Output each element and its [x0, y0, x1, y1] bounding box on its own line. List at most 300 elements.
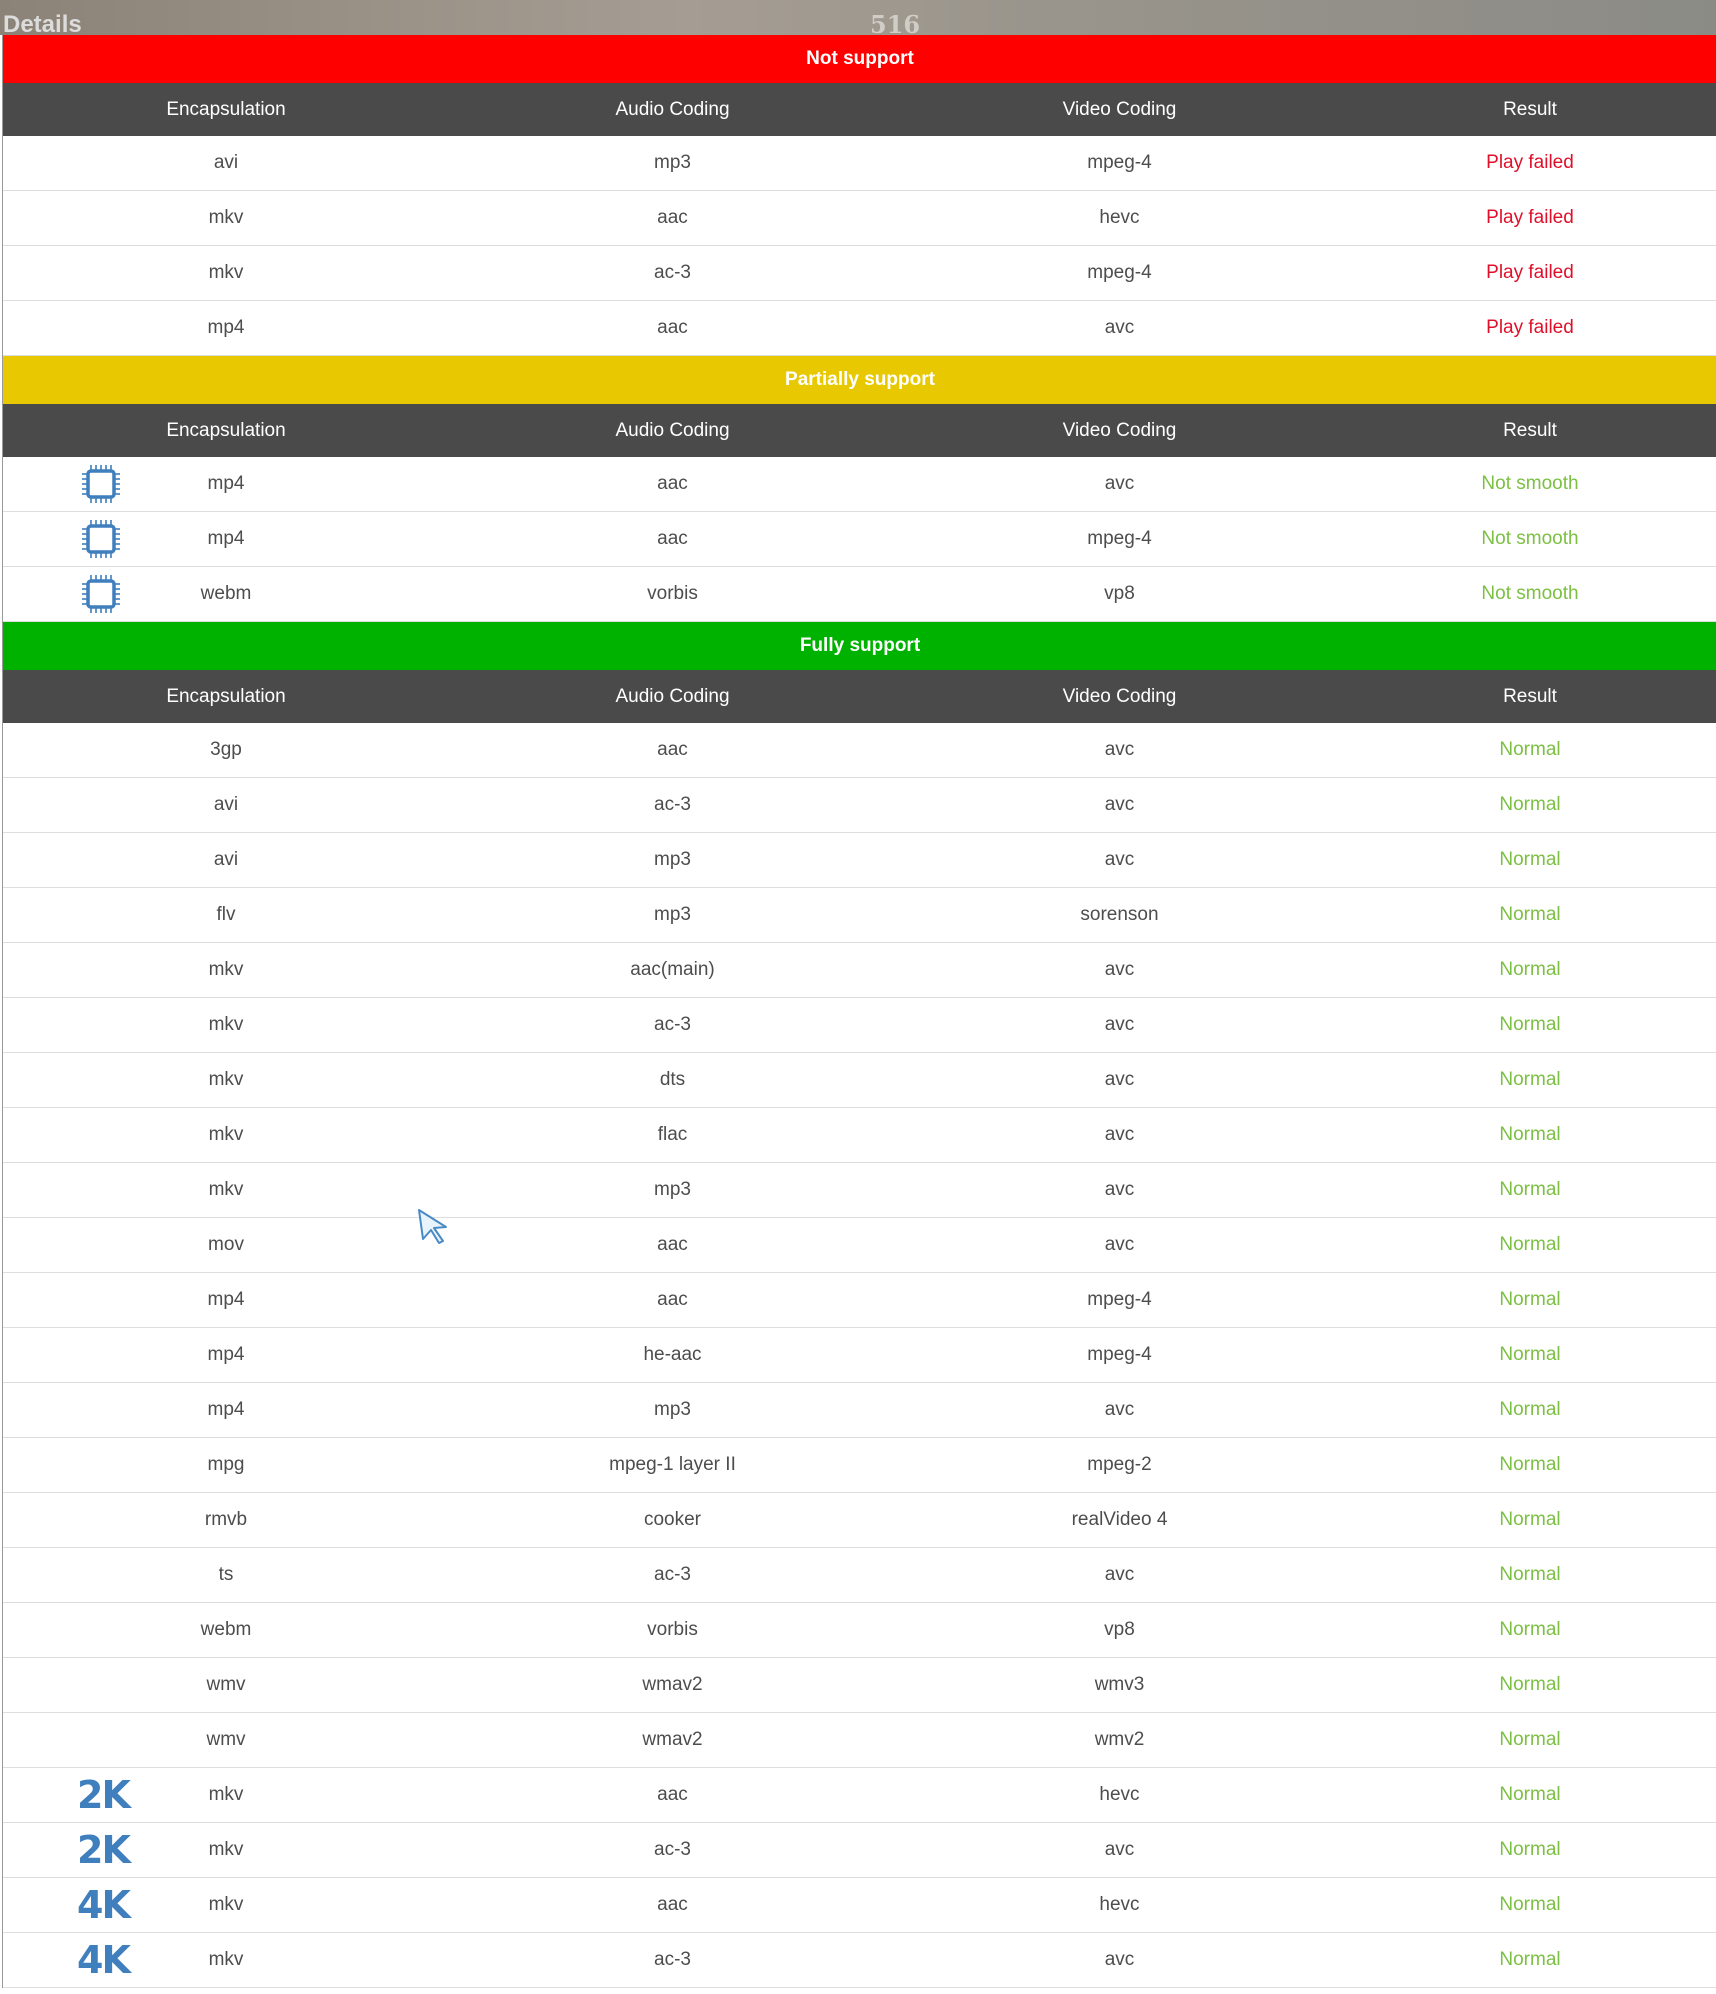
video-coding-cell — [896, 723, 1343, 777]
encapsulation-cell — [3, 1273, 449, 1327]
table-row[interactable] — [3, 943, 1716, 998]
video-coding-cell-text: mpeg-2 — [1087, 1454, 1152, 1475]
resolution-badge: 2K — [77, 1773, 129, 1817]
encapsulation-header: Encapsulation — [166, 419, 286, 441]
result-header: Result — [1503, 98, 1557, 120]
table-row[interactable] — [3, 778, 1716, 833]
video-coding-header: Video Coding — [1062, 98, 1177, 120]
result-cell — [1343, 1548, 1716, 1602]
table-row[interactable] — [3, 1878, 1716, 1933]
audio-coding-cell — [449, 1218, 896, 1272]
chip-icon — [79, 572, 123, 616]
table-row[interactable] — [3, 512, 1716, 567]
result-cell-text: Normal — [1499, 1454, 1561, 1475]
audio-coding-cell-text: dts — [659, 1069, 686, 1090]
fully-support-band: Fully support — [3, 622, 1716, 670]
table-row[interactable] — [3, 1053, 1716, 1108]
result-cell — [1343, 1273, 1716, 1327]
video-coding-cell-text: hevc — [1099, 207, 1140, 228]
encapsulation-cell — [3, 512, 449, 566]
result-cell — [1343, 136, 1716, 190]
audio-coding-cell — [449, 1823, 896, 1877]
chip-icon — [79, 517, 123, 561]
table-row[interactable] — [3, 1273, 1716, 1328]
encapsulation-cell — [3, 943, 449, 997]
audio-coding-cell-text: ac-3 — [654, 1564, 691, 1585]
encapsulation-cell — [3, 833, 449, 887]
audio-coding-cell — [449, 567, 896, 621]
video-coding-cell — [896, 1493, 1343, 1547]
encapsulation-cell-text: mkv — [208, 1839, 244, 1860]
table-row[interactable] — [3, 1713, 1716, 1768]
table-row[interactable] — [3, 1438, 1716, 1493]
result-cell-text: Normal — [1499, 1344, 1561, 1365]
encapsulation-cell — [3, 723, 449, 777]
result-cell-text: Normal — [1499, 1784, 1561, 1805]
video-coding-cell — [896, 1218, 1343, 1272]
encapsulation-cell — [3, 1163, 449, 1217]
video-coding-cell — [896, 567, 1343, 621]
video-coding-cell-text: wmv3 — [1094, 1674, 1145, 1695]
video-coding-cell — [896, 1823, 1343, 1877]
video-coding-cell-text: mpeg-4 — [1087, 528, 1152, 549]
encapsulation-cell-text: mkv — [208, 1784, 244, 1805]
video-coding-cell — [896, 998, 1343, 1052]
result-cell — [1343, 301, 1716, 355]
video-coding-cell-text: avc — [1104, 473, 1135, 494]
table-row[interactable] — [3, 1163, 1716, 1218]
result-cell — [1343, 1328, 1716, 1382]
result-cell — [1343, 1383, 1716, 1437]
result-cell — [1343, 1218, 1716, 1272]
support-table[interactable] — [2, 35, 1716, 1988]
audio-coding-cell — [449, 301, 896, 355]
result-cell — [1343, 1438, 1716, 1492]
audio-coding-cell — [449, 833, 896, 887]
audio-coding-cell — [449, 943, 896, 997]
audio-coding-cell — [449, 1548, 896, 1602]
audio-coding-cell-text: ac-3 — [654, 1839, 691, 1860]
result-cell-text: Play failed — [1486, 317, 1574, 338]
item-count: 516 — [870, 10, 921, 35]
encapsulation-cell-text: mkv — [208, 1069, 244, 1090]
result-cell — [1343, 246, 1716, 300]
encapsulation-cell-text: mp4 — [207, 317, 245, 338]
result-cell — [1343, 1768, 1716, 1822]
video-coding-cell-text: avc — [1104, 1399, 1135, 1420]
encapsulation-cell — [3, 1878, 449, 1932]
audio-coding-cell-text: aac — [657, 207, 688, 228]
result-cell — [1343, 888, 1716, 942]
audio-coding-cell — [449, 1933, 896, 1987]
audio-coding-cell — [449, 1493, 896, 1547]
encapsulation-cell — [3, 888, 449, 942]
encapsulation-cell-text: rmvb — [204, 1509, 248, 1530]
table-row[interactable] — [3, 1383, 1716, 1438]
video-coding-cell-text: avc — [1104, 1564, 1135, 1585]
audio-coding-cell-text: mp3 — [654, 904, 691, 925]
table-row[interactable] — [3, 833, 1716, 888]
audio-coding-cell-text: aac — [657, 473, 688, 494]
encapsulation-cell — [3, 301, 449, 355]
audio-coding-cell — [449, 246, 896, 300]
table-header-row — [3, 670, 1716, 723]
audio-coding-cell — [449, 1163, 896, 1217]
encapsulation-cell — [3, 1768, 449, 1822]
video-coding-cell — [896, 457, 1343, 511]
encapsulation-cell — [3, 1053, 449, 1107]
mouse-cursor-icon — [416, 1207, 450, 1245]
video-coding-cell-text: vp8 — [1104, 583, 1135, 604]
audio-coding-cell — [449, 1108, 896, 1162]
audio-coding-cell-text: mp3 — [654, 849, 691, 870]
encapsulation-cell-text: wmv — [206, 1729, 246, 1750]
result-cell-text: Not smooth — [1481, 528, 1579, 549]
encapsulation-cell — [3, 1218, 449, 1272]
table-header-row — [3, 83, 1716, 136]
encapsulation-header: Encapsulation — [166, 685, 286, 707]
audio-coding-cell — [449, 191, 896, 245]
encapsulation-cell — [3, 998, 449, 1052]
result-cell-text: Normal — [1499, 1234, 1561, 1255]
result-cell-text: Normal — [1499, 1124, 1561, 1145]
encapsulation-cell-text: wmv — [206, 1674, 246, 1695]
audio-coding-cell — [449, 1603, 896, 1657]
audio-coding-cell-text: ac-3 — [654, 794, 691, 815]
video-coding-cell-text: avc — [1104, 1124, 1135, 1145]
video-coding-cell-text: realVideo 4 — [1071, 1509, 1168, 1530]
video-coding-cell — [896, 778, 1343, 832]
result-cell — [1343, 1933, 1716, 1987]
audio-coding-cell — [449, 1383, 896, 1437]
encapsulation-cell-text: mkv — [208, 262, 244, 283]
result-cell — [1343, 1493, 1716, 1547]
audio-coding-cell — [449, 888, 896, 942]
encapsulation-cell-text: mp4 — [207, 1344, 245, 1365]
audio-coding-cell-text: aac — [657, 1894, 688, 1915]
audio-coding-cell — [449, 1273, 896, 1327]
video-coding-header: Video Coding — [1062, 685, 1177, 707]
video-coding-cell-text: avc — [1104, 317, 1135, 338]
video-coding-cell — [896, 1438, 1343, 1492]
encapsulation-cell — [3, 1823, 449, 1877]
video-coding-cell-text: mpeg-4 — [1087, 152, 1152, 173]
encapsulation-cell-text: avi — [213, 849, 239, 870]
encapsulation-cell-text: ts — [218, 1564, 234, 1585]
encapsulation-header: Encapsulation — [166, 98, 286, 120]
encapsulation-cell — [3, 191, 449, 245]
encapsulation-cell-text: mkv — [208, 1124, 244, 1145]
result-cell-text: Normal — [1499, 1069, 1561, 1090]
result-header: Result — [1503, 685, 1557, 707]
video-coding-cell — [896, 1658, 1343, 1712]
result-cell — [1343, 778, 1716, 832]
table-row[interactable] — [3, 723, 1716, 778]
encapsulation-cell — [3, 567, 449, 621]
result-cell-text: Not smooth — [1481, 473, 1579, 494]
resolution-badge: 2K — [77, 1828, 129, 1872]
encapsulation-cell — [3, 1658, 449, 1712]
encapsulation-cell-text: webm — [200, 583, 252, 604]
resolution-badge: 4K — [77, 1938, 129, 1982]
encapsulation-cell — [3, 1328, 449, 1382]
video-coding-cell — [896, 246, 1343, 300]
video-coding-cell-text: avc — [1104, 1949, 1135, 1970]
table-row[interactable] — [3, 888, 1716, 943]
result-cell-text: Play failed — [1486, 207, 1574, 228]
video-coding-cell — [896, 191, 1343, 245]
audio-coding-cell-text: cooker — [643, 1509, 702, 1530]
result-cell — [1343, 457, 1716, 511]
result-cell — [1343, 833, 1716, 887]
result-cell-text: Normal — [1499, 1729, 1561, 1750]
encapsulation-cell — [3, 778, 449, 832]
video-coding-cell-text: avc — [1104, 1234, 1135, 1255]
table-row[interactable] — [3, 457, 1716, 512]
encapsulation-cell-text: mpg — [207, 1454, 245, 1475]
video-coding-cell — [896, 1383, 1343, 1437]
result-cell-text: Play failed — [1486, 262, 1574, 283]
video-coding-cell — [896, 136, 1343, 190]
table-row[interactable] — [3, 1493, 1716, 1548]
result-cell — [1343, 1878, 1716, 1932]
audio-coding-cell — [449, 1768, 896, 1822]
not-support-band: Not support — [3, 35, 1716, 83]
video-coding-cell — [896, 1328, 1343, 1382]
result-cell-text: Normal — [1499, 1839, 1561, 1860]
result-cell-text: Normal — [1499, 1619, 1561, 1640]
audio-coding-cell-text: ac-3 — [654, 1014, 691, 1035]
audio-coding-cell — [449, 998, 896, 1052]
result-cell-text: Normal — [1499, 1179, 1561, 1200]
audio-coding-cell-text: aac — [657, 528, 688, 549]
encapsulation-cell-text: mov — [208, 1234, 244, 1255]
encapsulation-cell-text: mkv — [208, 1014, 244, 1035]
video-coding-cell — [896, 1713, 1343, 1767]
video-coding-cell-text: avc — [1104, 1014, 1135, 1035]
audio-coding-cell — [449, 1328, 896, 1382]
table-row[interactable] — [3, 1548, 1716, 1603]
audio-coding-cell — [449, 457, 896, 511]
chip-icon — [79, 462, 123, 506]
result-cell — [1343, 1713, 1716, 1767]
encapsulation-cell — [3, 136, 449, 190]
result-cell-text: Normal — [1499, 794, 1561, 815]
result-cell — [1343, 512, 1716, 566]
result-cell — [1343, 723, 1716, 777]
video-coding-cell-text: vp8 — [1104, 1619, 1135, 1640]
video-coding-cell-text: mpeg-4 — [1087, 1344, 1152, 1365]
video-coding-cell-text: wmv2 — [1094, 1729, 1145, 1750]
encapsulation-cell — [3, 457, 449, 511]
encapsulation-cell-text: mkv — [208, 207, 244, 228]
resolution-badge: 4K — [77, 1883, 129, 1927]
audio-coding-cell-text: aac — [657, 1234, 688, 1255]
table-row[interactable] — [3, 1823, 1716, 1878]
video-coding-cell — [896, 943, 1343, 997]
table-row[interactable] — [3, 998, 1716, 1053]
video-coding-cell — [896, 301, 1343, 355]
encapsulation-cell-text: avi — [213, 794, 239, 815]
audio-coding-cell — [449, 1438, 896, 1492]
video-coding-cell-text: avc — [1104, 959, 1135, 980]
audio-coding-cell-text: aac — [657, 739, 688, 760]
encapsulation-cell — [3, 1438, 449, 1492]
audio-coding-cell — [449, 723, 896, 777]
page-title: Details — [3, 11, 82, 35]
video-coding-cell — [896, 888, 1343, 942]
table-row[interactable] — [3, 567, 1716, 622]
video-coding-cell-text: avc — [1104, 1069, 1135, 1090]
audio-coding-header: Audio Coding — [615, 685, 730, 707]
table-row[interactable] — [3, 191, 1716, 246]
result-cell — [1343, 1823, 1716, 1877]
audio-coding-cell — [449, 1658, 896, 1712]
audio-coding-cell-text: ac-3 — [654, 262, 691, 283]
result-cell-text: Normal — [1499, 959, 1561, 980]
result-cell — [1343, 1163, 1716, 1217]
result-cell-text: Play failed — [1486, 152, 1574, 173]
result-cell-text: Normal — [1499, 1564, 1561, 1585]
video-coding-cell — [896, 1108, 1343, 1162]
audio-coding-header: Audio Coding — [615, 98, 730, 120]
table-row[interactable] — [3, 301, 1716, 356]
encapsulation-cell — [3, 1603, 449, 1657]
encapsulation-cell-text: mkv — [208, 1949, 244, 1970]
result-cell-text: Normal — [1499, 904, 1561, 925]
video-coding-cell — [896, 1933, 1343, 1987]
video-coding-cell — [896, 833, 1343, 887]
result-cell-text: Not smooth — [1481, 583, 1579, 604]
video-coding-cell — [896, 1878, 1343, 1932]
result-cell — [1343, 567, 1716, 621]
audio-coding-cell-text: mp3 — [654, 152, 691, 173]
partially-support-band: Partially support — [3, 356, 1716, 404]
video-coding-cell-text: avc — [1104, 739, 1135, 760]
title-bar — [0, 0, 1716, 35]
video-coding-cell — [896, 1548, 1343, 1602]
video-coding-cell-text: sorenson — [1080, 904, 1159, 925]
encapsulation-cell-text: mp4 — [207, 1399, 245, 1420]
video-coding-cell — [896, 1768, 1343, 1822]
table-row[interactable] — [3, 1328, 1716, 1383]
encapsulation-cell-text: mp4 — [207, 528, 245, 549]
video-coding-cell-text: avc — [1104, 849, 1135, 870]
encapsulation-cell — [3, 246, 449, 300]
encapsulation-cell-text: mkv — [208, 1894, 244, 1915]
audio-coding-cell-text: ac-3 — [654, 1949, 691, 1970]
result-cell — [1343, 943, 1716, 997]
encapsulation-cell-text: mkv — [208, 959, 244, 980]
audio-coding-cell-text: aac — [657, 317, 688, 338]
audio-coding-cell-text: he-aac — [643, 1344, 702, 1365]
encapsulation-cell-text: webm — [200, 1619, 252, 1640]
video-coding-cell — [896, 1603, 1343, 1657]
video-coding-cell — [896, 512, 1343, 566]
result-cell-text: Normal — [1499, 1949, 1561, 1970]
result-cell — [1343, 998, 1716, 1052]
audio-coding-cell-text: mp3 — [654, 1399, 691, 1420]
audio-coding-cell-text: vorbis — [647, 583, 698, 604]
video-coding-cell-text: mpeg-4 — [1087, 1289, 1152, 1310]
video-coding-cell-text: avc — [1104, 1179, 1135, 1200]
result-cell-text: Normal — [1499, 1289, 1561, 1310]
encapsulation-cell — [3, 1493, 449, 1547]
table-row[interactable] — [3, 136, 1716, 191]
encapsulation-cell-text: mkv — [208, 1179, 244, 1200]
table-row[interactable] — [3, 1108, 1716, 1163]
encapsulation-cell-text: 3gp — [210, 739, 242, 760]
audio-coding-cell-text: wmav2 — [642, 1729, 703, 1750]
audio-coding-cell-text: mpeg-1 layer II — [609, 1454, 736, 1475]
result-cell-text: Normal — [1499, 1014, 1561, 1035]
audio-coding-cell — [449, 778, 896, 832]
audio-coding-cell-text: aac(main) — [630, 959, 715, 980]
result-cell-text: Normal — [1499, 1674, 1561, 1695]
result-cell-text: Normal — [1499, 849, 1561, 870]
result-cell — [1343, 1603, 1716, 1657]
table-row[interactable] — [3, 1218, 1716, 1273]
encapsulation-cell — [3, 1713, 449, 1767]
table-row[interactable] — [3, 246, 1716, 301]
audio-coding-header: Audio Coding — [615, 419, 730, 441]
audio-coding-cell — [449, 1713, 896, 1767]
result-cell — [1343, 1108, 1716, 1162]
audio-coding-cell-text: wmav2 — [642, 1674, 703, 1695]
audio-coding-cell — [449, 1053, 896, 1107]
result-cell-text: Normal — [1499, 739, 1561, 760]
video-coding-header: Video Coding — [1062, 419, 1177, 441]
video-coding-cell-text: mpeg-4 — [1087, 262, 1152, 283]
result-cell-text: Normal — [1499, 1399, 1561, 1420]
audio-coding-cell-text: flac — [657, 1124, 688, 1145]
encapsulation-cell-text: flv — [216, 904, 236, 925]
video-coding-cell — [896, 1163, 1343, 1217]
table-row[interactable] — [3, 1603, 1716, 1658]
table-header-row — [3, 404, 1716, 457]
result-header: Result — [1503, 419, 1557, 441]
encapsulation-cell — [3, 1933, 449, 1987]
result-cell-text: Normal — [1499, 1894, 1561, 1915]
encapsulation-cell — [3, 1383, 449, 1437]
audio-coding-cell — [449, 512, 896, 566]
result-cell — [1343, 191, 1716, 245]
encapsulation-cell-text: mp4 — [207, 1289, 245, 1310]
encapsulation-cell-text: mp4 — [207, 473, 245, 494]
encapsulation-cell-text: avi — [213, 152, 239, 173]
encapsulation-cell — [3, 1108, 449, 1162]
audio-coding-cell-text: aac — [657, 1784, 688, 1805]
audio-coding-cell — [449, 136, 896, 190]
video-coding-cell-text: avc — [1104, 794, 1135, 815]
audio-coding-cell-text: mp3 — [654, 1179, 691, 1200]
encapsulation-cell — [3, 1548, 449, 1602]
audio-coding-cell-text: aac — [657, 1289, 688, 1310]
video-coding-cell-text: hevc — [1099, 1784, 1140, 1805]
video-coding-cell — [896, 1053, 1343, 1107]
video-coding-cell — [896, 1273, 1343, 1327]
table-row[interactable] — [3, 1768, 1716, 1823]
table-row[interactable] — [3, 1933, 1716, 1988]
audio-coding-cell-text: vorbis — [647, 1619, 698, 1640]
audio-coding-cell — [449, 1878, 896, 1932]
result-cell — [1343, 1053, 1716, 1107]
table-row[interactable] — [3, 1658, 1716, 1713]
result-cell — [1343, 1658, 1716, 1712]
video-coding-cell-text: hevc — [1099, 1894, 1140, 1915]
result-cell-text: Normal — [1499, 1509, 1561, 1530]
video-coding-cell-text: avc — [1104, 1839, 1135, 1860]
